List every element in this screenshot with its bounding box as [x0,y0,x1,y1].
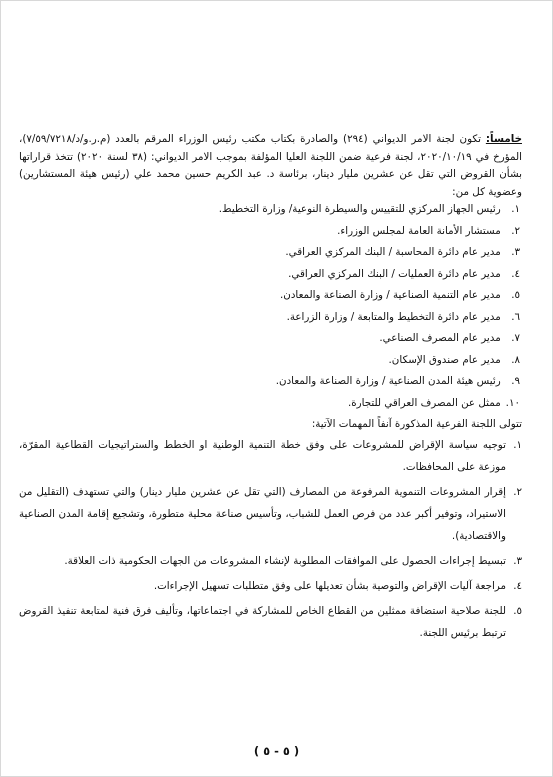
member-text: مدير عام صندوق الإسكان. [388,353,501,366]
task-number: ١. [513,438,522,451]
member-item [19,352,520,370]
member-number: ٩. [511,375,520,387]
tasks-intro: تتولى اللجنة الفرعية المذكورة آنفاً المهمات الآتية: [311,418,522,430]
member-item [19,395,520,413]
member-text: مدير عام التنمية الصناعية / وزارة الصناعة والمعادن. [280,289,501,301]
member-item [19,330,520,348]
task-number: ٣. [513,554,522,567]
member-item [19,223,520,241]
member-text: ممثل عن المصرف العراقي للتجارة. [347,396,501,409]
task-item [19,600,522,644]
section-intro-text: تكون لجنة الامر الديواني (٢٩٤) والصادرة بكتاب مكتب رئيس الوزراء المرقم بالعدد (م.ر.و/د/٧/٥٩/٧٢١٨)، المؤرخ في ٢٠٢٠/١٠/١٩، لجنة فرعية ضمن اللجنة العليا المؤلفة بموجب الامر الديواني: (٣٨ لسنة ٢٠٢٠) تتخذ قراراتها بشأن القروض التي تقل عن عشرين مليار دينار، برئاسة د. عبد الكريم حسين محمد علي (رئيس هيئة المستشارين) وعضوية كل من: [19,133,522,198]
member-text: مدير عام المصرف الصناعي. [379,332,501,344]
task-item [19,434,522,478]
member-text: مدير عام دائرة العمليات / البنك المركزي العراقي. [288,267,501,280]
member-text: رئيس الجهاز المركزي للتقييس والسيطرة النوعية/ وزارة التخطيط. [218,203,501,215]
member-text: مدير عام دائرة التخطيط والمتابعة / وزارة الزراعة. [286,310,501,323]
section-intro-paragraph [19,131,522,201]
task-item [19,575,522,597]
member-number: ٥. [511,289,520,301]
member-text: رئيس هيئة المدن الصناعية / وزارة الصناعة والمعادن. [275,375,501,387]
member-item [19,201,520,219]
member-item [19,287,520,305]
tasks-list [19,434,522,644]
member-number: ٣. [511,246,520,258]
task-number: ٤. [513,579,522,592]
member-number: ٦. [511,310,520,323]
page-number: ( ٥ - ٥ ) [253,744,300,758]
member-number: ٢. [511,224,520,237]
member-item [19,244,520,262]
task-text: إقرار المشروعات التنموية المرفوعة من المصارف (التي تقل عن عشرين مليار دينار) والتي تستهدف (التقليل من الاستيراد، وتوفير أكبر عدد من فرص العمل للشباب، وتأسيس صناعة محلية متطورة، وتشجيع إقامة المدن الصناعية والاقتصادية). [19,485,506,542]
task-number: ٥. [513,604,522,617]
task-text: للجنة صلاحية استضافة ممثلين من القطاع الخاص للمشاركة في اجتماعاتها، وتأليف فرق فنية لمتابعة تنفيذ القروض ترتبط برئيس اللجنة. [19,604,506,639]
member-number: ٧. [511,332,520,344]
member-item [19,309,520,327]
document-body [19,131,522,647]
member-number: ١٠. [505,396,520,409]
member-text: مستشار الأمانة العامة لمجلس الوزراء. [337,224,501,237]
task-item [19,481,522,547]
task-text: مراجعة آليات الإقراض والتوصية بشأن تعديلها على وفق متطلبات تسهيل الإجراءات. [153,579,506,592]
member-number: ٨. [511,353,520,366]
member-number: ١. [511,203,520,215]
section-label: خامساً: [485,133,522,145]
member-item [19,373,520,391]
task-text: توجيه سياسة الإقراض للمشروعات على وفق خطة التنمية الوطنية او الخطط والستراتيجيات القطاعية المقرّة، موزعة على المحافظات. [19,438,506,473]
task-text: تبسيط إجراءات الحصول على الموافقات المطلوبة لإنشاء المشروعات من الجهات الحكومية ذات العلاقة. [64,554,506,567]
task-item [19,550,522,572]
member-item [19,266,520,284]
members-list [19,201,520,412]
task-number: ٢. [513,485,522,498]
member-number: ٤. [511,267,520,280]
member-text: مدير عام دائرة المحاسبة / البنك المركزي العراقي. [285,246,501,258]
